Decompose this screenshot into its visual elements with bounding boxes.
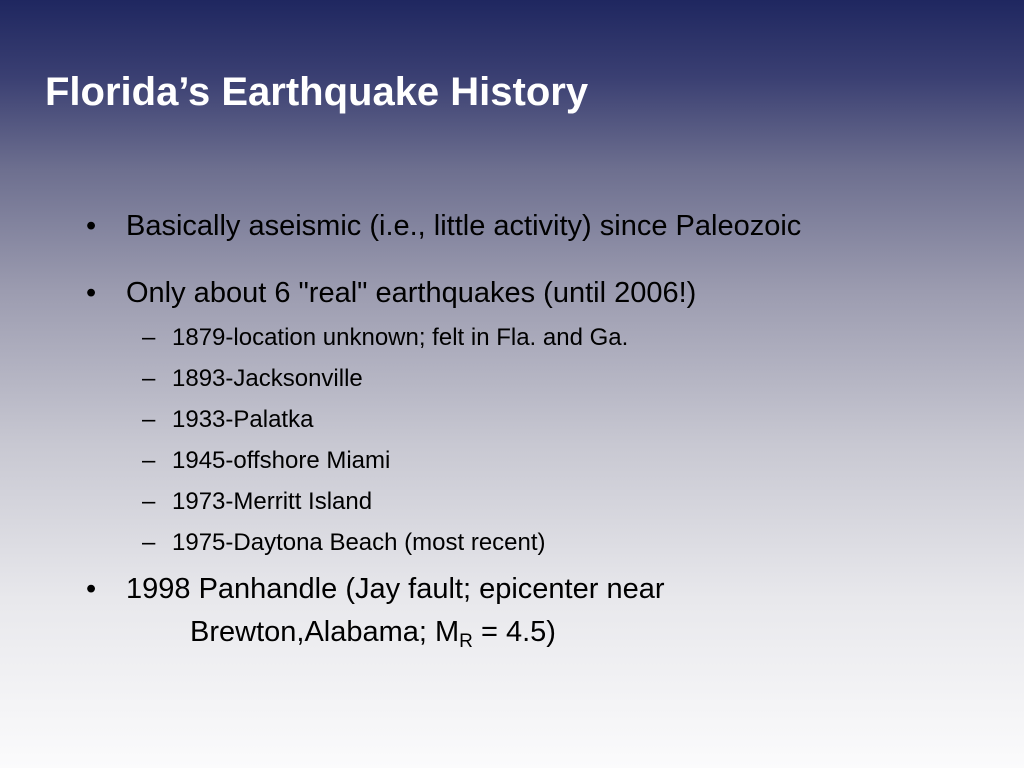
bullet-text: Basically aseismic (i.e., little activity) since Paleozoic: [126, 210, 802, 242]
bullet-item: [86, 572, 664, 606]
sub-bullet-item: [142, 365, 363, 393]
continuation-text: Brewton,Alabama; M: [190, 616, 460, 648]
sub-bullet-text: 1973-Merritt Island: [172, 488, 373, 515]
slide-title: Florida’s Earthquake History: [45, 70, 589, 114]
bullet-text: 1998 Panhandle (Jay fault; epicenter near: [126, 573, 665, 605]
sub-bullet-text: 1879-location unknown; felt in Fla. and Ga.: [172, 324, 629, 351]
dash-marker: –: [142, 365, 156, 392]
dash-marker: –: [142, 488, 156, 515]
bullet-item: [86, 209, 801, 243]
sub-bullet-text: 1975-Daytona Beach (most recent): [172, 529, 546, 556]
continuation-suffix: = 4.5): [472, 616, 556, 648]
sub-bullet-item: [142, 529, 546, 557]
dash-marker: –: [142, 324, 156, 351]
bullet-item: [86, 276, 696, 310]
bullet-text: Only about 6 "real" earthquakes (until 2006!): [126, 277, 697, 309]
sub-bullet-item: [142, 447, 390, 475]
sub-bullet-item: [142, 406, 313, 434]
magnitude-subscript: R: [459, 631, 473, 652]
bullet-marker: •: [86, 573, 97, 605]
bullet-marker: •: [86, 210, 97, 242]
dash-marker: –: [142, 529, 156, 556]
bullet-continuation: [190, 615, 556, 652]
dash-marker: –: [142, 447, 156, 474]
sub-bullet-text: 1945-offshore Miami: [172, 447, 391, 474]
sub-bullet-item: [142, 324, 628, 352]
bullet-marker: •: [86, 277, 97, 309]
sub-bullet-text: 1893-Jacksonville: [172, 365, 363, 392]
sub-bullet-text: 1933-Palatka: [172, 406, 314, 433]
dash-marker: –: [142, 406, 156, 433]
sub-bullet-item: [142, 488, 372, 516]
